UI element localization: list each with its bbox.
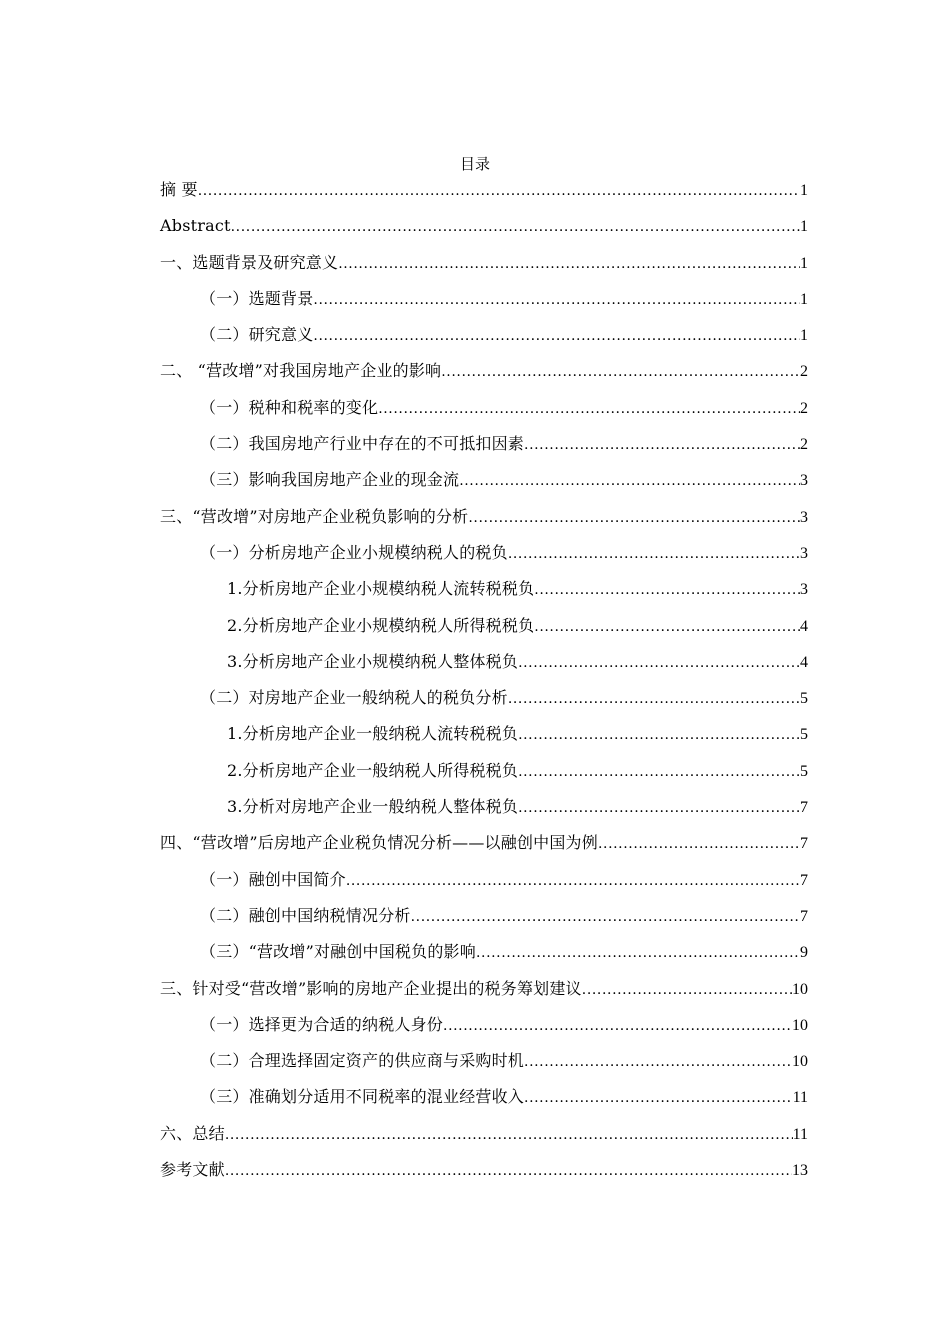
toc-entry[interactable] — [160, 214, 808, 250]
toc-page-number: 2 — [800, 436, 808, 454]
toc-page-number: 10 — [792, 1053, 808, 1071]
toc-dot-leader — [459, 469, 800, 493]
toc-entry-text: 3.分析对房地产企业一般纳税人整体税负 — [227, 797, 519, 817]
toc-entry-text: （一）融创中国简介 — [200, 869, 346, 889]
toc-entry-text: （三）影响我国房地产企业的现金流 — [200, 470, 460, 490]
toc-dot-leader — [443, 1014, 792, 1038]
toc-page-number: 10 — [792, 1016, 808, 1034]
toc-entry-text: 摘 要 — [160, 180, 198, 199]
toc-entry[interactable] — [160, 759, 808, 795]
toc-entry[interactable] — [160, 359, 808, 395]
toc-page-number: 11 — [792, 1125, 808, 1143]
toc-entry[interactable] — [160, 1085, 808, 1121]
toc-dot-leader — [518, 760, 800, 784]
toc-entry-text: 三、“营改增”对房地产企业税负影响的分析 — [160, 506, 469, 526]
toc-dot-leader — [518, 796, 800, 820]
toc-page-number: 2 — [800, 363, 808, 381]
toc-page-number: 3 — [800, 472, 808, 490]
toc-dot-leader — [598, 832, 800, 856]
toc-entry[interactable] — [160, 977, 808, 1013]
toc-dot-leader — [534, 615, 800, 639]
toc-entry-text: 1.分析房地产企业小规模纳税人流转税税负 — [227, 579, 535, 599]
toc-dot-leader — [534, 578, 800, 602]
toc-page-number: 7 — [800, 835, 808, 853]
toc-dot-leader — [524, 1086, 793, 1110]
toc-list — [160, 178, 808, 1194]
toc-entry-text: 2.分析房地产企业一般纳税人所得税税负 — [227, 760, 519, 780]
toc-page-number: 1 — [800, 327, 808, 345]
toc-entry[interactable] — [160, 1122, 808, 1158]
toc-page-number: 5 — [800, 690, 808, 708]
toc-entry[interactable] — [160, 1158, 808, 1194]
toc-page-number: 2 — [800, 399, 808, 417]
toc-entry-text: 3.分析房地产企业小规模纳税人整体税负 — [227, 651, 519, 671]
toc-page-number: 5 — [800, 726, 808, 744]
toc-dot-leader — [225, 1123, 793, 1147]
toc-dot-leader — [441, 360, 800, 384]
toc-entry[interactable] — [160, 468, 808, 504]
toc-page-number: 3 — [800, 508, 808, 526]
toc-page-number: 4 — [800, 653, 808, 671]
toc-entry[interactable] — [160, 1013, 808, 1049]
toc-dot-leader — [225, 1159, 792, 1183]
toc-page-number: 1 — [800, 290, 808, 308]
toc-entry[interactable] — [160, 251, 808, 287]
toc-dot-leader — [198, 179, 800, 203]
toc-entry-text: （二）合理选择固定资产的供应商与采购时机 — [200, 1051, 525, 1071]
toc-entry[interactable] — [160, 722, 808, 758]
toc-dot-leader — [476, 941, 800, 965]
toc-page-number: 1 — [800, 254, 808, 272]
toc-title: 目录 — [459, 155, 490, 173]
toc-entry-text: 一、选题背景及研究意义 — [160, 252, 339, 272]
toc-entry[interactable] — [160, 868, 808, 904]
toc-entry-text: Abstract — [160, 216, 231, 236]
toc-dot-leader — [378, 397, 800, 421]
toc-page-number: 10 — [792, 980, 808, 998]
toc-dot-leader — [508, 542, 800, 566]
toc-entry[interactable] — [160, 432, 808, 468]
toc-entry[interactable] — [160, 940, 808, 976]
toc-page-number: 9 — [800, 944, 808, 962]
toc-entry-text: （三）“营改增”对融创中国税负的影响 — [200, 942, 476, 962]
toc-page-number: 5 — [800, 762, 808, 780]
toc-page-number: 1 — [800, 182, 808, 199]
toc-page-number: 4 — [800, 617, 808, 635]
toc-entry[interactable] — [160, 650, 808, 686]
toc-page-number: 3 — [800, 544, 808, 562]
toc-entry[interactable] — [160, 686, 808, 722]
toc-entry-text: （一）选择更为合适的纳税人身份 — [200, 1014, 444, 1034]
toc-dot-leader — [508, 687, 800, 711]
toc-dot-leader — [346, 869, 800, 893]
toc-entry[interactable] — [160, 541, 808, 577]
toc-page-number: 7 — [800, 907, 808, 925]
toc-page-number: 11 — [792, 1089, 808, 1107]
toc-entry[interactable] — [160, 1049, 808, 1085]
toc-dot-leader — [338, 252, 800, 276]
toc-entry-text: （二）我国房地产行业中存在的不可抵扣因素 — [200, 434, 525, 454]
toc-entry-text: （二）对房地产企业一般纳税人的税负分析 — [200, 688, 508, 708]
toc-entry-text: 2.分析房地产企业小规模纳税人所得税税负 — [227, 615, 535, 635]
toc-entry-text: （一）选题背景 — [200, 288, 314, 308]
toc-entry[interactable] — [160, 505, 808, 541]
toc-page-number: 13 — [792, 1162, 808, 1180]
toc-entry-text: 三、针对受“营改增”影响的房地产企业提出的税务筹划建议 — [160, 978, 582, 998]
toc-dot-leader — [468, 506, 800, 530]
toc-entry-text: （二）融创中国纳税情况分析 — [200, 905, 411, 925]
toc-page-number: 1 — [800, 218, 808, 236]
toc-entry-text: （二）研究意义 — [200, 325, 314, 345]
toc-entry[interactable] — [160, 323, 808, 359]
toc-entry[interactable] — [160, 904, 808, 940]
toc-entry[interactable] — [160, 396, 808, 432]
toc-dot-leader — [518, 723, 800, 747]
toc-dot-leader — [524, 1050, 792, 1074]
toc-dot-leader — [313, 324, 800, 348]
toc-entry[interactable] — [160, 831, 808, 867]
toc-entry-text: 四、“营改增”后房地产企业税负情况分析——以融创中国为例 — [160, 833, 598, 853]
toc-entry[interactable] — [160, 287, 808, 323]
toc-entry-text: 六、总结 — [160, 1123, 225, 1143]
toc-entry[interactable] — [160, 178, 808, 214]
toc-page-number: 7 — [800, 871, 808, 889]
toc-dot-leader — [231, 215, 800, 239]
toc-entry-text: （一）分析房地产企业小规模纳税人的税负 — [200, 542, 508, 562]
toc-dot-leader — [518, 651, 800, 675]
toc-entry-text: 1.分析房地产企业一般纳税人流转税税负 — [227, 724, 519, 744]
toc-entry-text: （三）准确划分适用不同税率的混业经营收入 — [200, 1087, 525, 1107]
toc-page-number: 7 — [800, 799, 808, 817]
toc-entry[interactable] — [160, 795, 808, 831]
toc-entry[interactable] — [160, 614, 808, 650]
toc-dot-leader — [313, 288, 800, 312]
toc-dot-leader — [582, 978, 792, 1002]
toc-dot-leader — [524, 433, 800, 457]
toc-entry-text: 参考文献 — [160, 1160, 225, 1180]
toc-page-number: 3 — [800, 581, 808, 599]
toc-entry[interactable] — [160, 577, 808, 613]
toc-dot-leader — [411, 905, 800, 929]
toc-entry-text: （一）税种和税率的变化 — [200, 397, 379, 417]
toc-entry-text: 二、 “营改增”对我国房地产企业的影响 — [160, 361, 442, 381]
